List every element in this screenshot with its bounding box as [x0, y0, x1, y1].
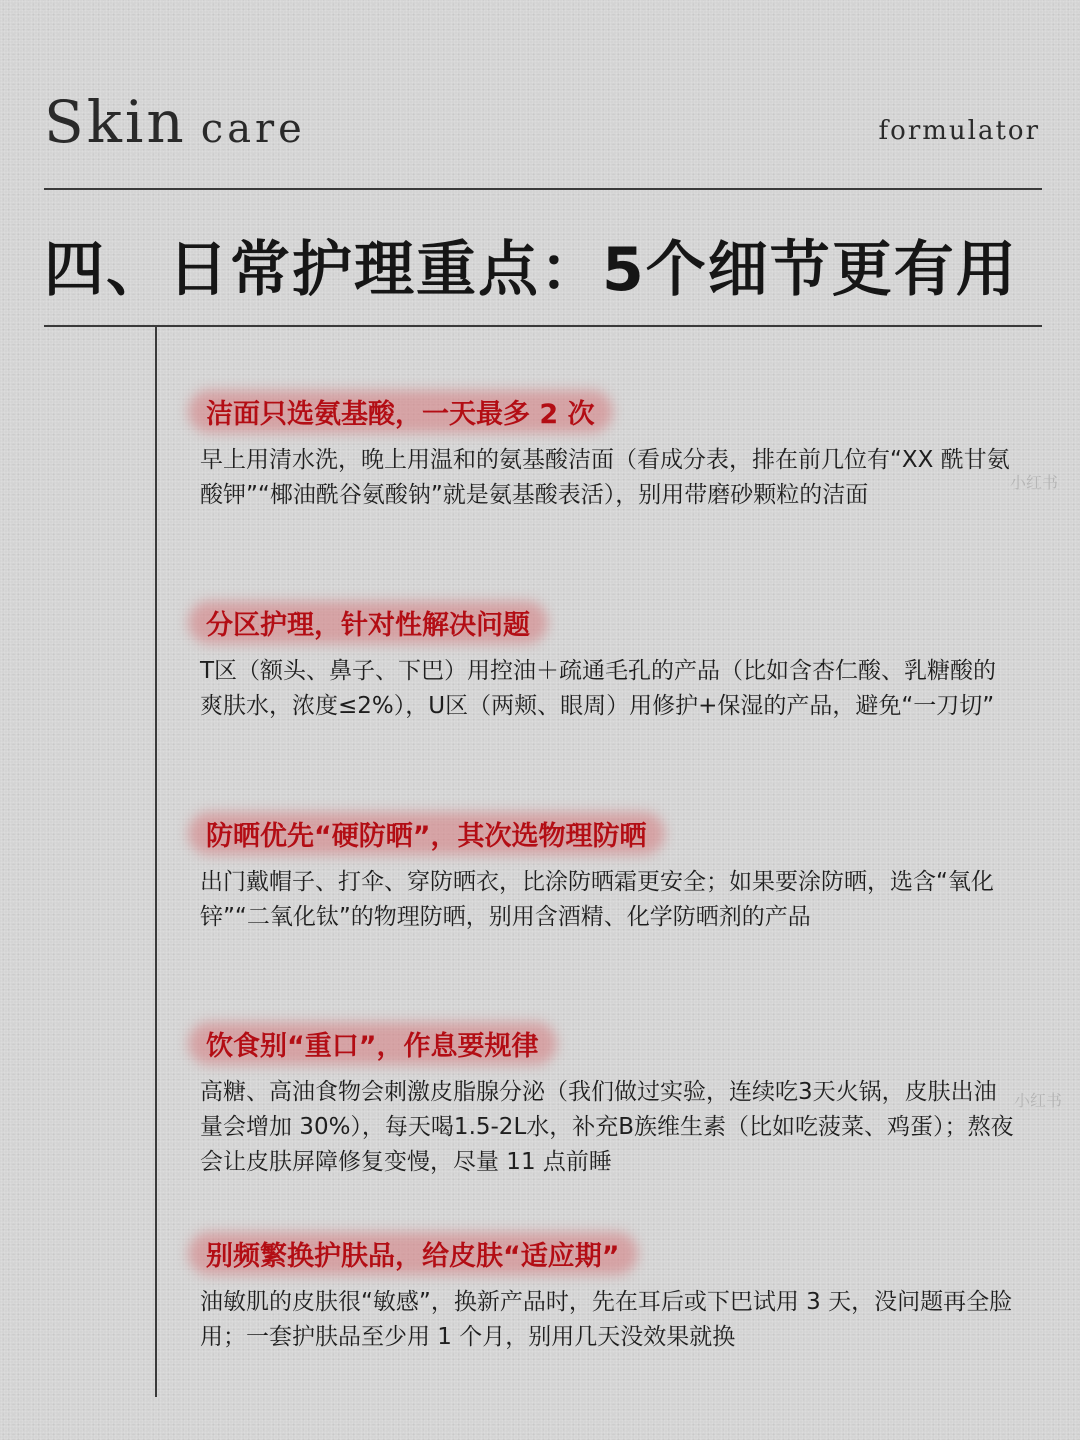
- tip-section-3: [188, 808, 1028, 935]
- brand-subtitle: formulator: [878, 116, 1040, 146]
- tip-heading: 别频繁换护肤品，给皮肤“适应期”: [188, 1228, 638, 1279]
- brand-word-skin: Skin: [44, 88, 187, 156]
- tip-section-4: [188, 1018, 1028, 1180]
- brand-word-care: care: [200, 106, 306, 152]
- tip-heading: 防晒优先“硬防晒”，其次选物理防晒: [188, 808, 665, 859]
- tip-heading: 洁面只选氨基酸，一天最多 2 次: [188, 386, 613, 437]
- tip-section-5: [188, 1228, 1028, 1355]
- tip-body: 早上用清水洗，晚上用温和的氨基酸洁面（看成分表，排在前几位有“XX 酰甘氨酸钾”“椰油酰谷氨酸钠”就是氨基酸表活），别用带磨砂颗粒的洁面: [200, 447, 1010, 508]
- brand-logo: [44, 88, 306, 156]
- top-divider: [44, 188, 1042, 190]
- page-title: 四、日常护理重点：5个细节更有用: [44, 235, 1018, 305]
- tip-section-1: [188, 386, 1028, 513]
- tip-body: 出门戴帽子、打伞、穿防晒衣，比涂防晒霜更安全；如果要涂防晒，选含“氧化锌”“二氧化钛”的物理防晒，别用含酒精、化学防晒剂的产品: [200, 869, 994, 930]
- tip-heading: 饮食别“重口”，作息要规律: [188, 1018, 557, 1069]
- title-divider: [44, 325, 1042, 327]
- watermark: 小红书: [1014, 1091, 1063, 1110]
- tip-heading: 分区护理，针对性解决问题: [188, 597, 548, 648]
- tip-body: T区（额头、鼻子、下巴）用控油＋疏通毛孔的产品（比如含杏仁酸、乳糖酸的爽肤水，浓度≤2%），U区（两颊、眼周）用修护+保湿的产品，避免“一刀切”: [200, 658, 997, 719]
- tip-section-2: [188, 597, 1028, 724]
- tip-body: 油敏肌的皮肤很“敏感”，换新产品时，先在耳后或下巴试用 3 天，没问题再全脸用；一套护肤品至少用 1 个月，别用几天没效果就换: [200, 1289, 1013, 1350]
- timeline-line: [155, 325, 157, 1397]
- watermark: 小红书: [1010, 473, 1059, 492]
- tip-body: 高糖、高油食物会刺激皮脂腺分泌（我们做过实验，连续吃3天火锅，皮肤出油量会增加 30%），每天喝1.5-2L水，补充B族维生素（比如吃菠菜、鸡蛋）；熬夜会让皮肤屏障修复变慢，尽量 11 点前睡: [200, 1079, 1014, 1175]
